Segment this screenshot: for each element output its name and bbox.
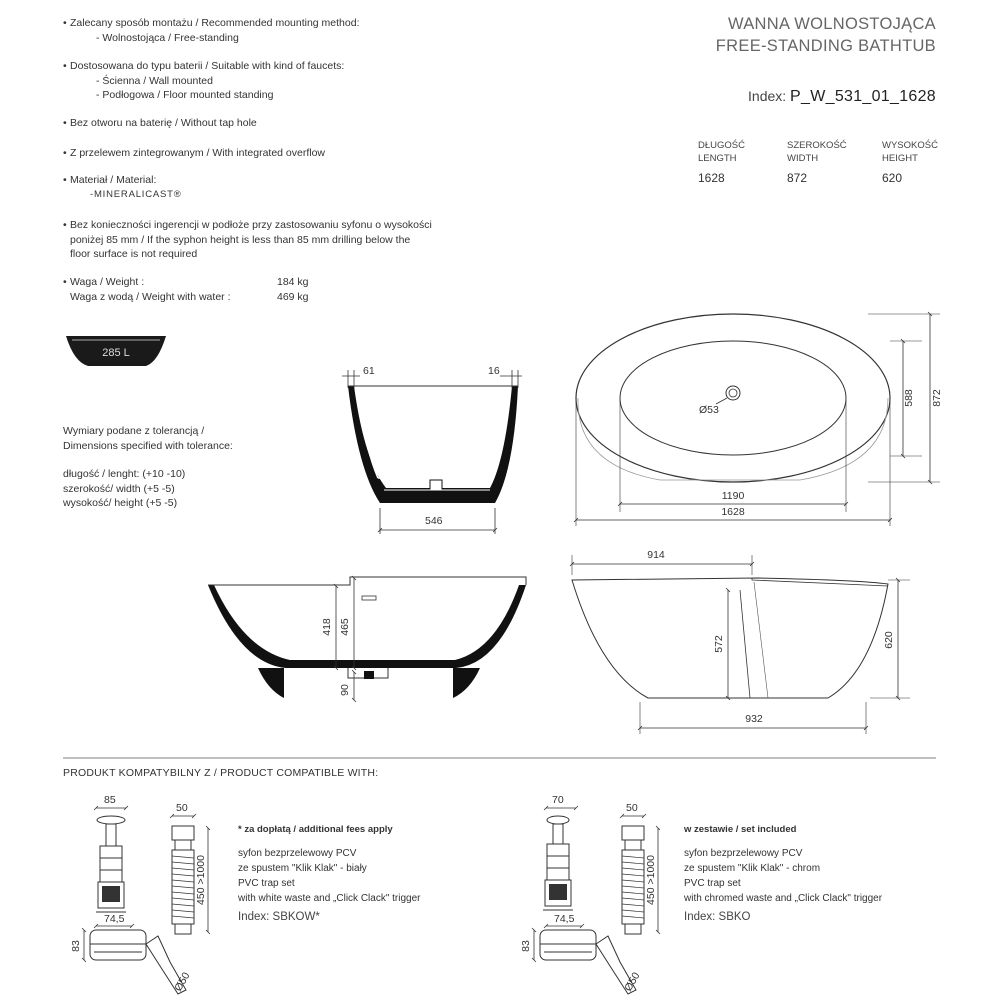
dim-546: 546	[425, 515, 443, 527]
tolerance-item: wysokość/ height (+5 -5)	[63, 497, 178, 509]
dim-16: 16	[488, 365, 500, 377]
dim-588: 588	[903, 389, 915, 407]
dim-top1: 70	[552, 794, 564, 806]
title-pl: WANNA WOLNOSTOJĄCA	[727, 15, 936, 33]
tolerance-item: szerokość/ width (+5 -5)	[63, 482, 175, 495]
top-plan-view	[576, 314, 943, 526]
accessory-line: ze spustem "Klik Klak" - biały	[238, 863, 367, 874]
bullet: •	[63, 60, 67, 72]
tolerance-item: długość / lenght: (+10 -10)	[63, 468, 186, 480]
dim-914: 914	[647, 549, 665, 561]
dim-width: 74,5	[554, 913, 575, 925]
capacity-label: 285 L	[102, 347, 130, 359]
dim-header-pl: WYSOKOŚĆ	[882, 140, 938, 151]
index-label: Index:	[748, 88, 787, 104]
accessory-line: syfon bezprzelewowy PCV	[684, 848, 803, 859]
accessory-white	[238, 822, 421, 925]
dim-height: 450 >1000	[645, 855, 657, 905]
spec-mount-heading: Zalecany sposób montażu / Recommended mounting method:	[70, 17, 360, 29]
weight-value: 184 kg	[277, 276, 309, 288]
weight-label: Waga / Weight :	[70, 276, 145, 288]
accessory-note: w zestawie / set included	[684, 824, 797, 835]
dim-572: 572	[713, 635, 725, 653]
dim-932: 932	[745, 713, 763, 725]
title-en: FREE-STANDING BATHTUB	[715, 37, 936, 55]
dim-1190: 1190	[721, 490, 745, 502]
dim-1628: 1628	[721, 506, 745, 518]
dim-top2: 50	[176, 802, 188, 814]
trap-drawing-white	[70, 794, 208, 994]
dim-value: 620	[882, 171, 903, 185]
compatible-heading: PRODUKT KOMPATYBILNY Z / PRODUCT COMPATIBLE WITH:	[63, 767, 379, 779]
tolerance-line: Dimensions specified with tolerance:	[63, 439, 233, 452]
accessory-line: PVC trap set	[684, 878, 741, 889]
spec-syphon-line: poniżej 85 mm / If the syphon height is less than 85 mm drilling below the	[70, 233, 411, 246]
spec-faucets-heading: Dostosowana do typu baterii / Suitable with kind of faucets:	[70, 60, 345, 72]
bullet: •	[63, 147, 67, 159]
bullet: •	[63, 117, 67, 129]
spec-syphon-line: Bez konieczności ingerencji w podłoże przy zastosowaniu syfonu o wysokości	[70, 219, 432, 231]
accessory-line: PVC trap set	[238, 878, 295, 889]
spec-faucets-item: - Podłogowa / Floor mounted standing	[96, 89, 274, 101]
bullet: •	[63, 219, 67, 231]
dim-header-pl: DŁUGOŚĆ	[698, 140, 745, 151]
dim-header-en: HEIGHT	[882, 153, 918, 164]
accessory-index: Index: SBKOW*	[238, 911, 320, 923]
dim-620: 620	[883, 631, 895, 649]
spec-overflow-text: Z przelewem zintegrowanym / With integrated overflow	[70, 147, 326, 159]
dim-side: 83	[520, 940, 532, 952]
accessory-line: with chromed waste and „Click Clack" trigger	[684, 893, 883, 904]
dim-diag: Ø50	[172, 970, 193, 994]
accessory-chrome	[684, 822, 882, 925]
accessory-line: syfon bezprzelewowy PCV	[238, 848, 357, 859]
side-elevation-view	[572, 549, 910, 734]
trap-drawing-chrome	[520, 794, 658, 994]
spec-tap-hole-text: Bez otworu na baterię / Without tap hole	[70, 117, 257, 129]
accessory-line: with white waste and „Click Clack" trigger	[238, 893, 421, 904]
dim-width: 74,5	[104, 913, 125, 925]
dim-header-pl: SZEROKOŚĆ	[787, 140, 847, 151]
spec-material-value: -MINERALICAST®	[90, 188, 182, 200]
capacity-icon	[66, 336, 166, 366]
tolerance-line: Wymiary podane z tolerancją /	[63, 425, 205, 437]
bullet: •	[63, 17, 67, 29]
dim-value: 1628	[698, 171, 725, 185]
accessory-note: * za dopłatą / additional fees apply	[238, 824, 393, 835]
dim-872: 872	[931, 389, 943, 407]
dim-top1: 85	[104, 794, 116, 806]
spec-faucets-item: - Ścienna / Wall mounted	[96, 74, 213, 87]
dim-418: 418	[321, 618, 333, 636]
accessory-line: ze spustem "Klik Klak" - chrom	[684, 863, 821, 874]
material-brand: MINERALICAST®	[93, 188, 182, 200]
weight-water-label: Waga z wodą / Weight with water :	[70, 290, 231, 303]
bullet: •	[63, 174, 67, 186]
spec-material-heading: Materiał / Material:	[70, 174, 157, 186]
accessory-index: Index: SBKO	[684, 911, 751, 923]
section-view-narrow	[342, 365, 522, 534]
dim-header-en: LENGTH	[698, 153, 737, 164]
dim-side: 83	[70, 940, 82, 952]
dim-value: 872	[787, 171, 808, 185]
weight-water-value: 469 kg	[277, 290, 309, 303]
section-view-long	[208, 577, 526, 700]
index-value: P_W_531_01_1628	[790, 88, 936, 105]
spec-syphon-line: floor surface is not required	[70, 248, 198, 260]
dim-465: 465	[339, 618, 351, 636]
dim-header-en: WIDTH	[787, 153, 819, 164]
dim-top2: 50	[626, 802, 638, 814]
dim-90: 90	[339, 684, 351, 696]
bullet: •	[63, 276, 67, 288]
spec-mount-item: - Wolnostojąca / Free-standing	[96, 31, 239, 44]
dim-height: 450 >1000	[195, 855, 207, 905]
dim-61: 61	[363, 365, 375, 377]
dim-53: Ø53	[699, 404, 719, 416]
dim-diag: Ø50	[622, 970, 643, 994]
